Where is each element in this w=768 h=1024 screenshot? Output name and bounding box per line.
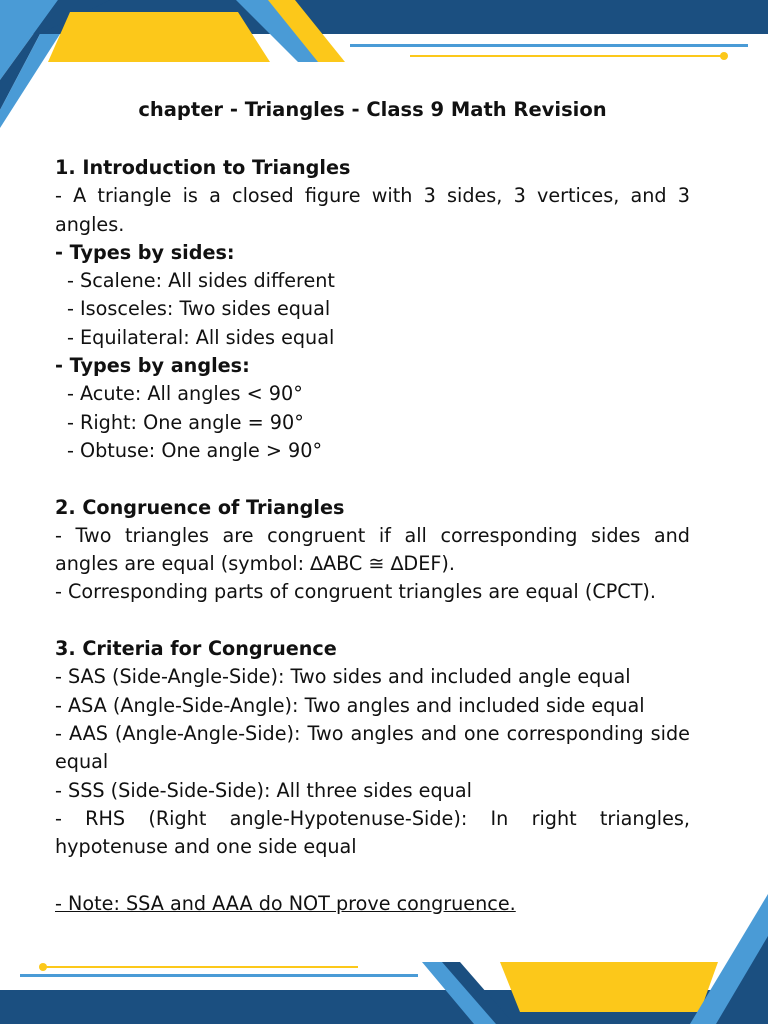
section-heading: 2. Congruence of Triangles [55,495,345,519]
list-item: - Scalene: All sides different [67,269,335,293]
section-congruence [55,494,690,607]
section-criteria [55,635,690,861]
page-title: chapter - Triangles - Class 9 Math Revision [138,98,607,121]
list-item: - SAS (Side-Angle-Side): Two sides and included angle equal [55,665,631,689]
list-item: - AAS (Angle-Angle-Side): Two angles and one corresponding side equal [55,721,690,774]
note: - Note: SSA and AAA do NOT prove congruence. [55,891,516,915]
list-item: - Equilateral: All sides equal [67,325,335,349]
paragraph: - A triangle is a closed figure with 3 sides, 3 vertices, and 3 angles. [55,184,690,236]
paragraph: - Two triangles are congruent if all corresponding sides and angles are equal (symbol: ∆ABC ≅ ∆DEF). [55,523,690,576]
section-introduction [55,154,690,465]
list-item: - Acute: All angles < 90° [67,382,303,406]
section-heading: 3. Criteria for Congruence [55,637,337,661]
subheading-types-by-sides: - Types by sides: [55,240,235,264]
list-item: - SSS (Side-Side-Side): All three sides equal [55,778,472,802]
paragraph: - Corresponding parts of congruent triangles are equal (CPCT). [55,580,657,604]
list-item: - RHS (Right angle-Hypotenuse-Side): In right triangles, hypotenuse and one side equal [55,806,690,859]
list-item: - Isosceles: Two sides equal [67,297,331,321]
subheading-types-by-angles: - Types by angles: [55,354,250,378]
list-item: - Right: One angle = 90° [67,410,304,434]
list-item: - ASA (Angle-Side-Angle): Two angles and included side equal [55,693,645,717]
document-body [55,96,690,918]
section-heading: 1. Introduction to Triangles [55,156,351,179]
list-item: - Obtuse: One angle > 90° [67,438,323,462]
